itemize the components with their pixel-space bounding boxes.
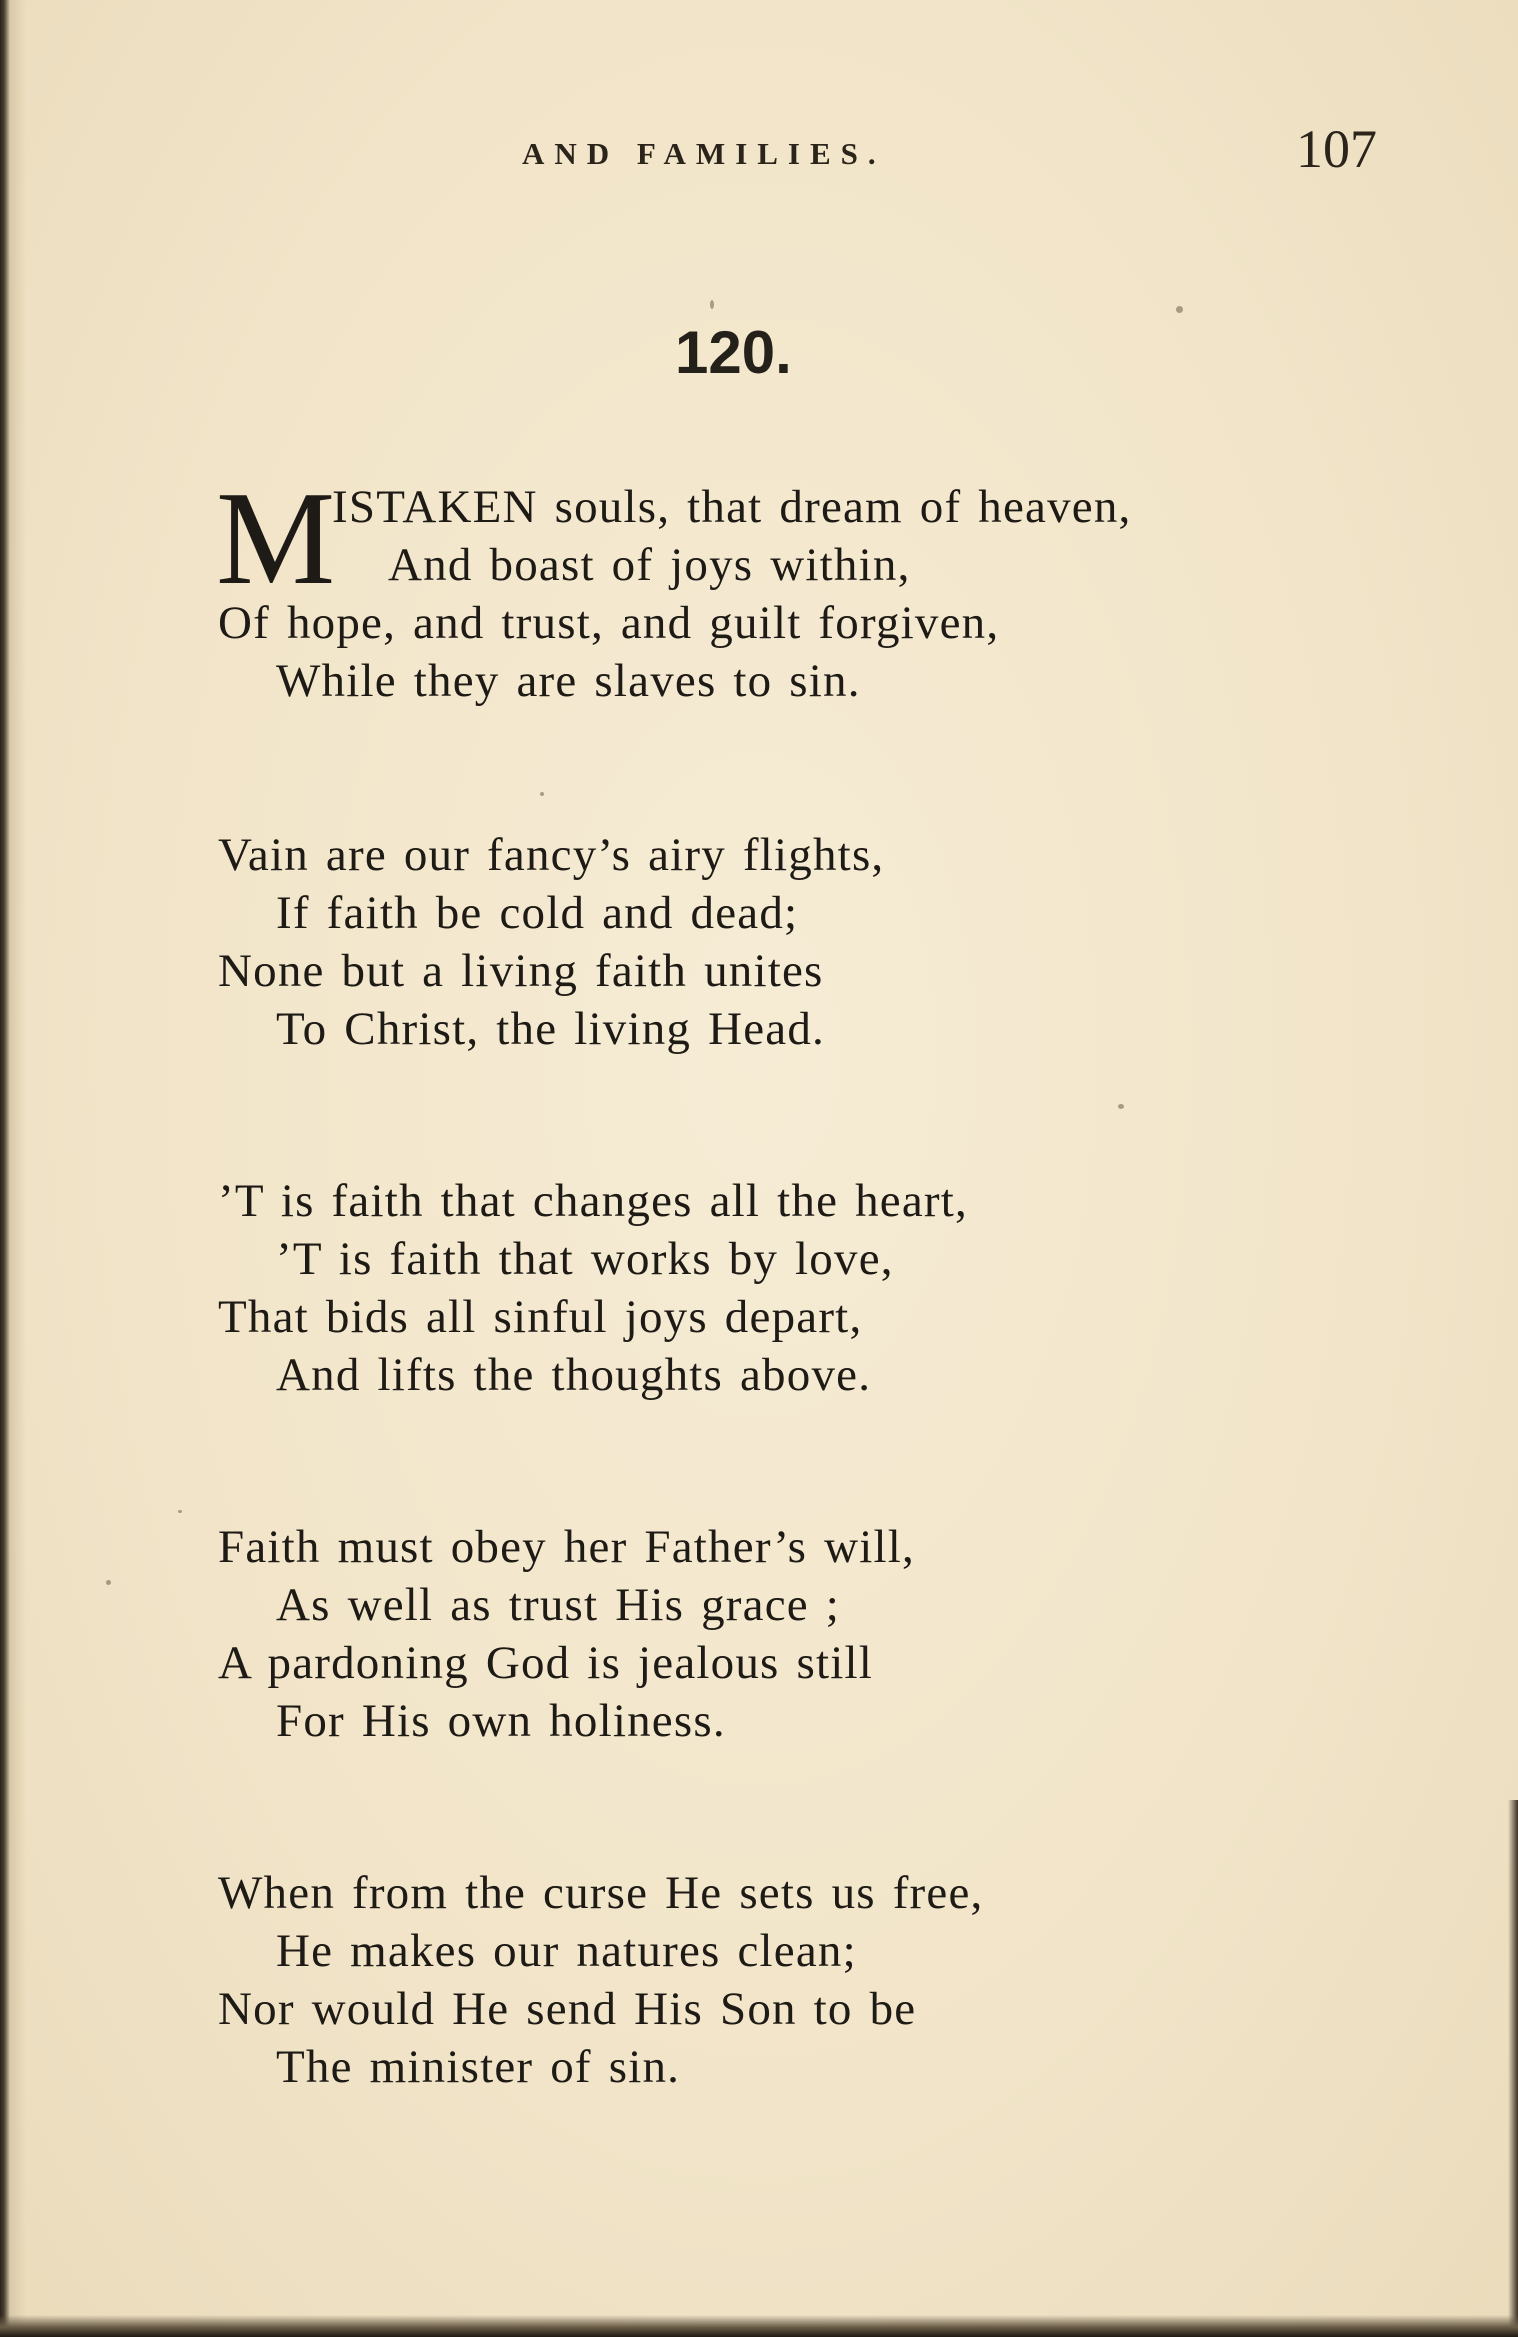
verse-line: And lifts the thoughts above. xyxy=(276,1349,872,1401)
verse-line: Vain are our fancy’s airy flights, xyxy=(218,829,885,881)
paper-speck xyxy=(1176,306,1183,313)
page-bottom-edge xyxy=(0,2315,1518,2337)
page-right-edge xyxy=(1508,1800,1518,2337)
paper-speck xyxy=(710,300,714,309)
verse-line: None but a living faith unites xyxy=(218,945,824,997)
verse-line: Nor would He send His Son to be xyxy=(218,1983,917,2035)
paper-speck xyxy=(1118,1104,1124,1109)
paper-speck xyxy=(106,1580,111,1585)
drop-cap: M xyxy=(216,464,336,612)
verse-line: That bids all sinful joys depart, xyxy=(218,1291,863,1343)
verse-line: As well as trust His grace ; xyxy=(276,1579,841,1631)
verse-line: While they are slaves to sin. xyxy=(276,655,861,707)
verse-line: ’T is faith that changes all the heart, xyxy=(218,1175,968,1227)
verse-line: Of hope, and trust, and guilt forgiven, xyxy=(218,597,1000,649)
verse-line: He makes our natures clean; xyxy=(276,1925,857,1977)
verse-line: A pardoning God is jealous still xyxy=(218,1637,874,1689)
verse-line: And boast of joys within, xyxy=(388,539,911,591)
verse-line: ’T is faith that works by love, xyxy=(276,1233,894,1285)
page-number: 107 xyxy=(1296,119,1377,179)
verse-line: To Christ, the living Head. xyxy=(276,1003,825,1055)
paper-speck xyxy=(540,792,544,796)
verse-line: ISTAKEN souls, that dream of heaven, xyxy=(332,481,1132,533)
page-left-edge xyxy=(0,0,26,2337)
verse-line: When from the curse He sets us free, xyxy=(218,1867,984,1919)
hymn-number: 120. xyxy=(675,319,792,386)
verse-line: The minister of sin. xyxy=(276,2041,681,2093)
verse-line: Faith must obey her Father’s will, xyxy=(218,1521,915,1573)
verse-line: If faith be cold and dead; xyxy=(276,887,799,939)
paper-speck xyxy=(178,1510,182,1513)
verse-line: For His own holiness. xyxy=(276,1695,726,1747)
running-head: AND FAMILIES. xyxy=(522,136,886,171)
